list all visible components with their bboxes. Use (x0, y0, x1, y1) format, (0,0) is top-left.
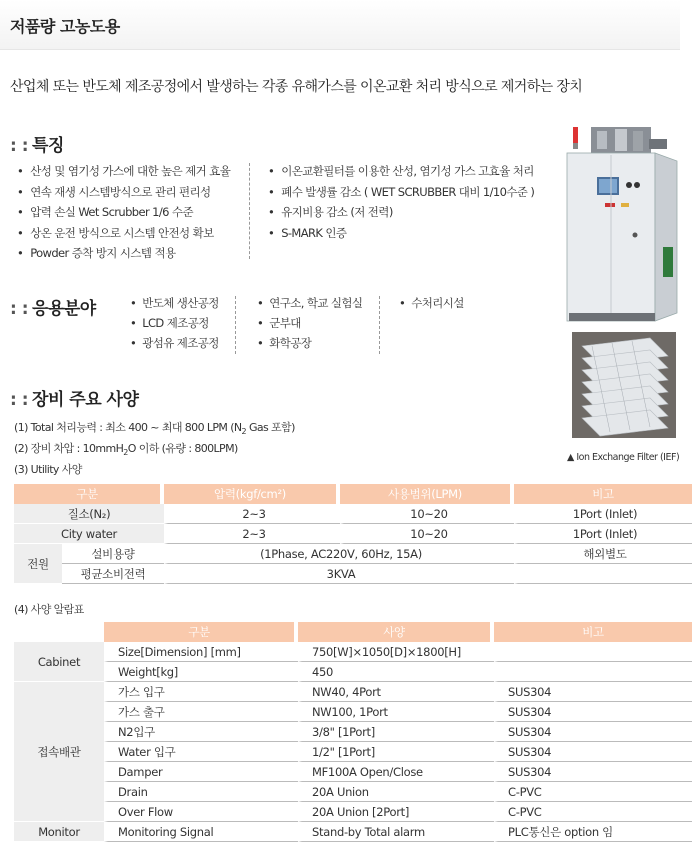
divider (249, 163, 250, 259)
table-header: 구분 (104, 622, 298, 642)
table-header: 비고 (494, 622, 692, 642)
list-item: • Powder 증착 방지 시스템 적용 (17, 243, 230, 264)
spec-table-title: (4) 사양 알람표 (14, 603, 84, 616)
table-header: 사양 (298, 622, 494, 642)
list-item: • 유지비용 감소 (저 전력) (268, 202, 534, 223)
table-row: Weight[kg] 450 (14, 662, 692, 682)
features-list-right (268, 161, 534, 243)
list-item: • 산성 및 염기성 가스에 대한 높은 제거 효율 (17, 161, 230, 182)
table-row: Water 입구 1/2" [1Port] SUS304 (14, 742, 692, 762)
features-heading: : : 특징 (10, 136, 64, 156)
list-item: • 반도체 생산공정 (130, 293, 219, 313)
table-row: Damper MF100A Open/Close SUS304 (14, 762, 692, 782)
table-header: 비고 (514, 484, 692, 504)
table-row: N2입구 3/8" [1Port] SUS304 (14, 722, 692, 742)
ion-exchange-filter-image (572, 332, 676, 438)
list-item: • 압력 손실 Wet Scrubber 1/6 수준 (17, 202, 230, 223)
list-item: • 이온교환필터를 이용한 산성, 염기성 가스 고효율 처리 (268, 161, 534, 182)
list-item: • 폐수 발생률 감소 ( WET SCRUBBER 대비 1/10수준 ) (268, 182, 534, 203)
table-row: 질소(N₂) 2~3 10~20 1Port (Inlet) (14, 504, 692, 524)
table-row: Over Flow 20A Union [2Port] C-PVC (14, 802, 692, 822)
list-item: • 연구소, 학교 실험실 (257, 293, 362, 313)
list-item: • 연속 재생 시스템방식으로 관리 편리성 (17, 182, 230, 203)
features-list-left (17, 161, 230, 264)
table-row: 전원 설비용량 (1Phase, AC220V, 60Hz, 15A) 해외별도 (14, 544, 692, 564)
list-item: • 수처리시설 (399, 293, 464, 313)
applications-col-1 (130, 293, 219, 353)
spec-capacity: (1) Total 처리능력 : 최소 400 ~ 최대 800 LPM ($N_2$ Gas 포함) (14, 421, 295, 437)
utility-table (14, 484, 692, 584)
list-item: • 군부대 (257, 313, 362, 333)
divider (379, 296, 380, 354)
table-row: 평균소비전력 3KVA (14, 564, 692, 584)
table-header: 압력(kgf/cm²) (164, 484, 340, 504)
scrubber-machine-image (565, 125, 682, 325)
filter-image-caption: ▲ Ion Exchange Filter (IEF) (567, 452, 680, 463)
list-item: • 상온 운전 방식으로 시스템 안전성 확보 (17, 223, 230, 244)
applications-col-3 (399, 293, 464, 313)
spec-utility-title: (3) Utility 사양 (14, 463, 82, 476)
product-description: 산업체 또는 반도체 제조공정에서 발생하는 각종 유해가스를 이온교환 처리 방식으로 제거하는 장치 (10, 79, 583, 95)
table-header: 구분 (14, 484, 164, 504)
applications-col-2 (257, 293, 362, 353)
table-row: Drain 20A Union C-PVC (14, 782, 692, 802)
specs-heading: : : 장비 주요 사양 (10, 390, 139, 410)
list-item: • 광섬유 제조공정 (130, 333, 219, 353)
list-item: • LCD 제조공정 (130, 313, 219, 333)
list-item: • 화학공장 (257, 333, 362, 353)
applications-heading: : : 응용분야 (10, 299, 96, 319)
table-row: 가스 출구 NW100, 1Port SUS304 (14, 702, 692, 722)
page-title-bar (0, 0, 680, 50)
table-row: City water 2~3 10~20 1Port (Inlet) (14, 524, 692, 544)
spec-pressure-drop: (2) 장비 차압 : 10mmH$_2$O 이하 (유량 : 800LPM) (14, 442, 238, 458)
table-header: 사용범위(LPM) (340, 484, 514, 504)
spec-table (14, 622, 692, 842)
table-row: 접속배관 가스 입구 NW40, 4Port SUS304 (14, 682, 692, 702)
page-title: 저품량 고농도용 (10, 17, 120, 36)
table-row: Monitor Monitoring Signal Stand-by Total alarm PLC통신은 option 임 (14, 822, 692, 842)
list-item: • S-MARK 인증 (268, 223, 534, 244)
divider (235, 296, 236, 354)
table-row: Cabinet Size[Dimension] [mm] 750[W]×1050[D]×1800[H] (14, 642, 692, 662)
